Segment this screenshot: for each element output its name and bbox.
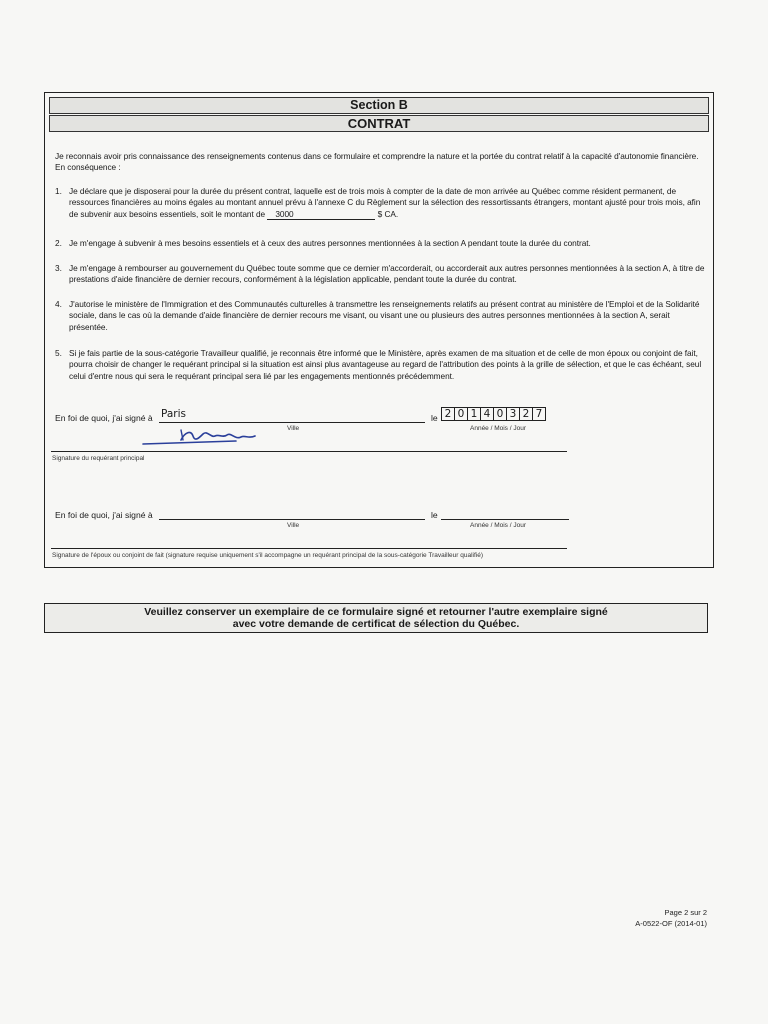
handwritten-signature-icon [141, 426, 281, 450]
date-le-label: le [431, 413, 438, 423]
clause-text: Je m'engage à rembourser au gouvernement du Québec toute somme que ce dernier m'accorderait, ou accorderait aux autres personnes mentionnées à la section A, à titre de prestations d'aide financière de dernier recours, conformément à la législation applicable, pendant toute la durée du contrat. [69, 263, 705, 285]
clause-number: 5. [55, 348, 62, 358]
clause-number: 3. [55, 263, 62, 273]
contract-form-frame [44, 92, 714, 568]
signature-line-spouse [51, 548, 567, 549]
clause-text: Je m'engage à subvenir à mes besoins essentiels et à ceux des autres personnes mentionnées à la section A pendant toute la durée du contrat. [69, 238, 591, 248]
notice-line-1: Veuillez conserver un exemplaire de ce formulaire signé et retourner l'autre exemplaire signé [144, 606, 608, 618]
date-digit: 7 [532, 407, 546, 421]
signature-caption-principal: Signature du requérant principal [52, 455, 145, 462]
notice-line-2: avec votre demande de certificat de sélection du Québec. [232, 618, 520, 630]
date-caption-spouse: Année / Mois / Jour [470, 522, 526, 529]
date-digit: 4 [480, 407, 494, 421]
date-le-label-spouse: le [431, 510, 438, 520]
clause-1 [55, 186, 707, 220]
city-caption-spouse: Ville [287, 522, 300, 529]
date-caption: Année / Mois / Jour [470, 425, 526, 432]
amount-field[interactable]: 3000 [267, 210, 375, 220]
clause-text: J'autorise le ministère de l'Immigration et des Communautés culturelles à transmettre les renseignements relatifs au présent contrat au ministère de l'Emploi et de la Solidarité sociale, dans le cas où la demande d'aide financière de dernier recours me visant, ou visant une ou plusieurs des autres personnes mentionnées à la section A, serait présentée. [69, 299, 700, 332]
clause-3 [55, 263, 707, 286]
city-field[interactable]: Paris [161, 408, 186, 420]
clause-number: 1. [55, 186, 62, 196]
form-code: A-0522-OF (2014-01) [635, 919, 707, 928]
city-field-spouse[interactable] [159, 519, 425, 520]
clause-4 [55, 299, 707, 333]
date-digit: 1 [467, 407, 481, 421]
city-caption: Ville [287, 425, 300, 432]
date-digit: 0 [493, 407, 507, 421]
date-field[interactable] [441, 407, 545, 421]
currency-label: $ CA. [377, 208, 399, 219]
clause-number: 4. [55, 299, 62, 309]
signed-at-label-spouse: En foi de quoi, j'ai signé à [55, 510, 153, 520]
section-title: Section B [49, 97, 709, 114]
section-subtitle: CONTRAT [49, 115, 709, 132]
clause-2 [55, 238, 707, 249]
clause-number: 2. [55, 238, 62, 248]
signature-caption-spouse: Signature de l'époux ou conjoint de fait (signature requise uniquement s'il accompagne un requérant principal de la sous-catégorie Travailleur qualifié) [52, 552, 484, 559]
date-digit: 0 [454, 407, 468, 421]
signed-at-label: En foi de quoi, j'ai signé à [55, 413, 153, 423]
date-digit: 3 [506, 407, 520, 421]
date-digit: 2 [519, 407, 533, 421]
date-digit: 2 [441, 407, 455, 421]
instructions-notice [44, 603, 708, 633]
clause-5 [55, 348, 707, 382]
signature-line-principal [51, 451, 567, 452]
clause-text: Si je fais partie de la sous-catégorie Travailleur qualifié, je reconnais être informé que le Ministère, après examen de ma situation et de celle de mon époux ou conjoint de fait, pourra choisir de changer le requérant principal si la situation est ainsi plus avantageuse au regard de l'attribution des points à la grille de sélection, et que le cas échéant, seul celui d'entre nous qui sera le requérant principal sera lié par les engagements mentionnés précédemment. [69, 348, 702, 381]
intro-paragraph: Je reconnais avoir pris connaissance des renseignements contenus dans ce formulaire et comprendre la nature et la portée du contrat relatif à la capacité d'autonomie financière. En conséquence : [55, 151, 699, 173]
page-number: Page 2 sur 2 [664, 908, 707, 917]
date-field-spouse[interactable] [441, 519, 569, 520]
clause-text: Je déclare que je disposerai pour la durée du présent contrat, laquelle est de trois mois à compter de la date de mon arrivée au Québec comme résident permanent, de ressources financières au moins égales au montant annuel prévu à l'annexe C du Règlement sur la sélection des ressortissants étrangers, montant ajusté pour trois mois, afin de subvenir aux besoins essentiels, soit le montant de [69, 186, 701, 219]
city-field-line [159, 422, 425, 423]
